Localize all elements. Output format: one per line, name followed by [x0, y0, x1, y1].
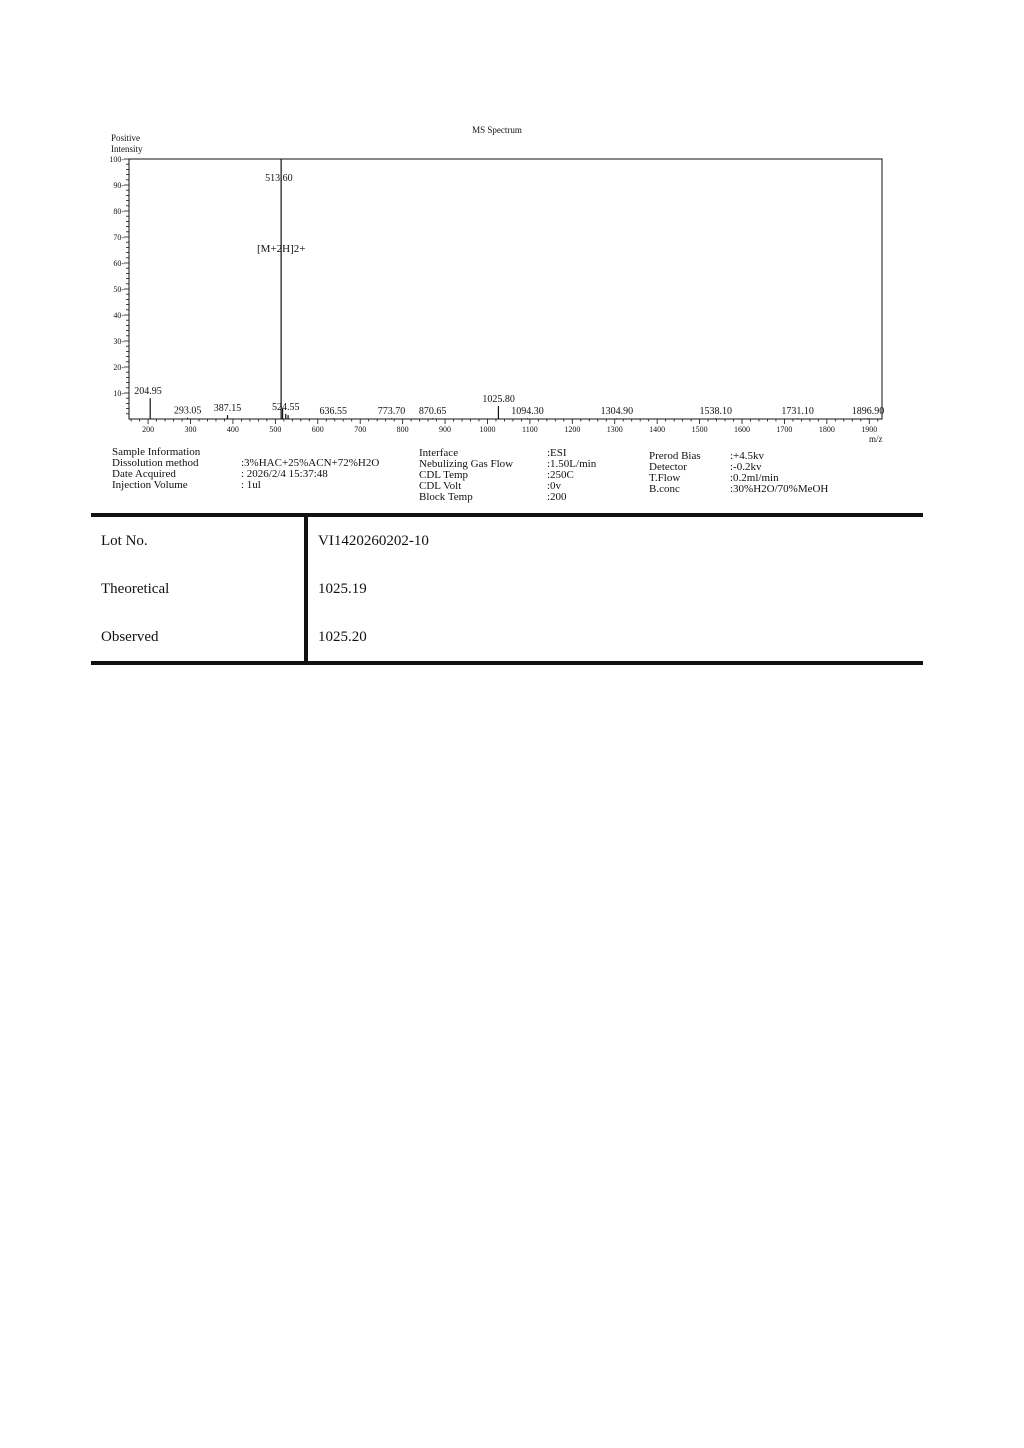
- ion-annotation: [M+2H]2+: [257, 243, 306, 255]
- b-conc-label: B.conc: [649, 483, 680, 495]
- peak-labels-group: [134, 173, 884, 417]
- peak-label: 773.70: [377, 406, 406, 418]
- x-tick-label: 1100: [522, 425, 538, 434]
- date-acquired-value: : 2026/2/4 15:37:48: [241, 468, 328, 480]
- cdl-temp-label: CDL Temp: [419, 469, 469, 481]
- y-tick-label: 10-: [113, 389, 124, 398]
- interface-info-column: [419, 448, 513, 503]
- y-tick-label: 80-: [113, 207, 124, 216]
- y-tick-label: 60-: [113, 259, 124, 268]
- x-tick-label: 1500: [691, 425, 708, 434]
- observed-value: 1025.20: [306, 613, 923, 663]
- interface-value: :ESI: [547, 447, 567, 459]
- detector-info-values: [730, 451, 828, 495]
- b-conc-value: :30%H2O/70%MeOH: [730, 483, 829, 495]
- peak-label: 1896.90: [851, 406, 885, 418]
- detector-value: :-0.2kv: [730, 461, 762, 473]
- x-tick-label: 200: [142, 425, 155, 434]
- result-table: [91, 513, 923, 665]
- x-tick-label: 1600: [734, 425, 751, 434]
- x-tick-label: 300: [184, 425, 197, 434]
- x-tick-label: 1300: [606, 425, 623, 434]
- date-acquired-label: Date Acquired: [112, 468, 176, 480]
- y-axis: [109, 155, 129, 414]
- x-tick-label: 1400: [649, 425, 666, 434]
- peak-label: 513.60: [265, 173, 293, 184]
- theoretical-label: Theoretical: [91, 565, 306, 613]
- peak-label: 1731.10: [781, 406, 814, 418]
- cdl-volt-label: CDL Volt: [419, 480, 462, 492]
- lot-value: VI1420260202-10: [306, 515, 923, 565]
- injection-volume-value: : 1ul: [241, 479, 261, 491]
- sample-info-column: [112, 447, 200, 491]
- peak-label: 524.55: [272, 401, 300, 413]
- block-temp-label: Block Temp: [419, 491, 473, 503]
- sample-info-label: Sample Information: [112, 446, 201, 458]
- y-tick-label: 40-: [113, 311, 124, 320]
- block-temp-value: :200: [547, 491, 567, 503]
- y-tick-label: 30-: [113, 337, 124, 346]
- x-axis: [131, 419, 878, 434]
- nebulizing-gas-flow-label: Nebulizing Gas Flow: [419, 458, 514, 470]
- x-tick-label: 500: [269, 425, 282, 434]
- dissolution-method-value: :3%HAC+25%ACN+72%H2O: [241, 457, 380, 469]
- y-tick-label: 90-: [113, 181, 124, 190]
- injection-volume-label: Injection Volume: [112, 479, 188, 491]
- lot-label: Lot No.: [91, 515, 306, 565]
- peak-label: 1094.30: [511, 406, 544, 418]
- detector-label: Detector: [649, 461, 687, 473]
- y-tick-label: 70-: [113, 233, 124, 242]
- x-tick-label: 800: [396, 425, 409, 434]
- plot-frame: [129, 159, 882, 419]
- ms-spectrum-chart: [0, 0, 1024, 512]
- x-tick-label: 1700: [776, 425, 793, 434]
- t-flow-value: :0.2ml/min: [730, 472, 779, 484]
- x-tick-label: 1200: [564, 425, 581, 434]
- y-tick-label: 100-: [109, 155, 124, 164]
- prerod-bias-label: Prerod Bias: [649, 450, 701, 462]
- sample-info-values: [241, 447, 379, 491]
- x-tick-label: 1900: [861, 425, 878, 434]
- cdl-volt-value: :0v: [547, 480, 562, 492]
- x-tick-label: 900: [439, 425, 452, 434]
- t-flow-label: T.Flow: [649, 472, 681, 484]
- table-row-theoretical: [91, 565, 923, 613]
- x-tick-label: 400: [226, 425, 239, 434]
- interface-label: Interface: [419, 447, 459, 459]
- peak-label: 1025.80: [482, 394, 515, 405]
- peak-label: 293.05: [173, 405, 202, 417]
- y-tick-label: 50-: [113, 285, 124, 294]
- y-tick-label: 20-: [113, 363, 124, 372]
- interface-info-values: [547, 448, 596, 503]
- observed-label: Observed: [91, 613, 306, 663]
- peak-label: 636.55: [319, 406, 348, 418]
- chart-title: MS Spectrum: [472, 125, 522, 135]
- x-tick-label: 700: [354, 425, 367, 434]
- nebulizing-gas-flow-value: :1.50L/min: [547, 458, 597, 470]
- detector-info-column: [649, 451, 701, 495]
- peak-label: 387.15: [213, 403, 242, 415]
- cdl-temp-value: :250C: [547, 469, 574, 481]
- x-tick-label: 600: [311, 425, 324, 434]
- x-axis-label: m/z: [869, 434, 883, 444]
- dissolution-method-label: Dissolution method: [112, 457, 199, 469]
- y-axis-label-line1: Positive: [111, 133, 141, 143]
- peak-label: 204.95: [134, 386, 162, 398]
- peak-label: 1538.10: [699, 406, 732, 418]
- x-tick-label: 1000: [479, 425, 496, 434]
- table-row-observed: [91, 613, 923, 663]
- prerod-bias-value: :+4.5kv: [730, 450, 765, 462]
- peaks-group: [150, 159, 868, 419]
- y-axis-label-line2: Intensity: [111, 144, 143, 154]
- theoretical-value: 1025.19: [318, 580, 367, 597]
- x-tick-label: 1800: [818, 425, 835, 434]
- table-row-lot: [91, 515, 923, 565]
- peak-label: 1304.90: [600, 406, 634, 418]
- peak-label: 870.65: [418, 406, 447, 418]
